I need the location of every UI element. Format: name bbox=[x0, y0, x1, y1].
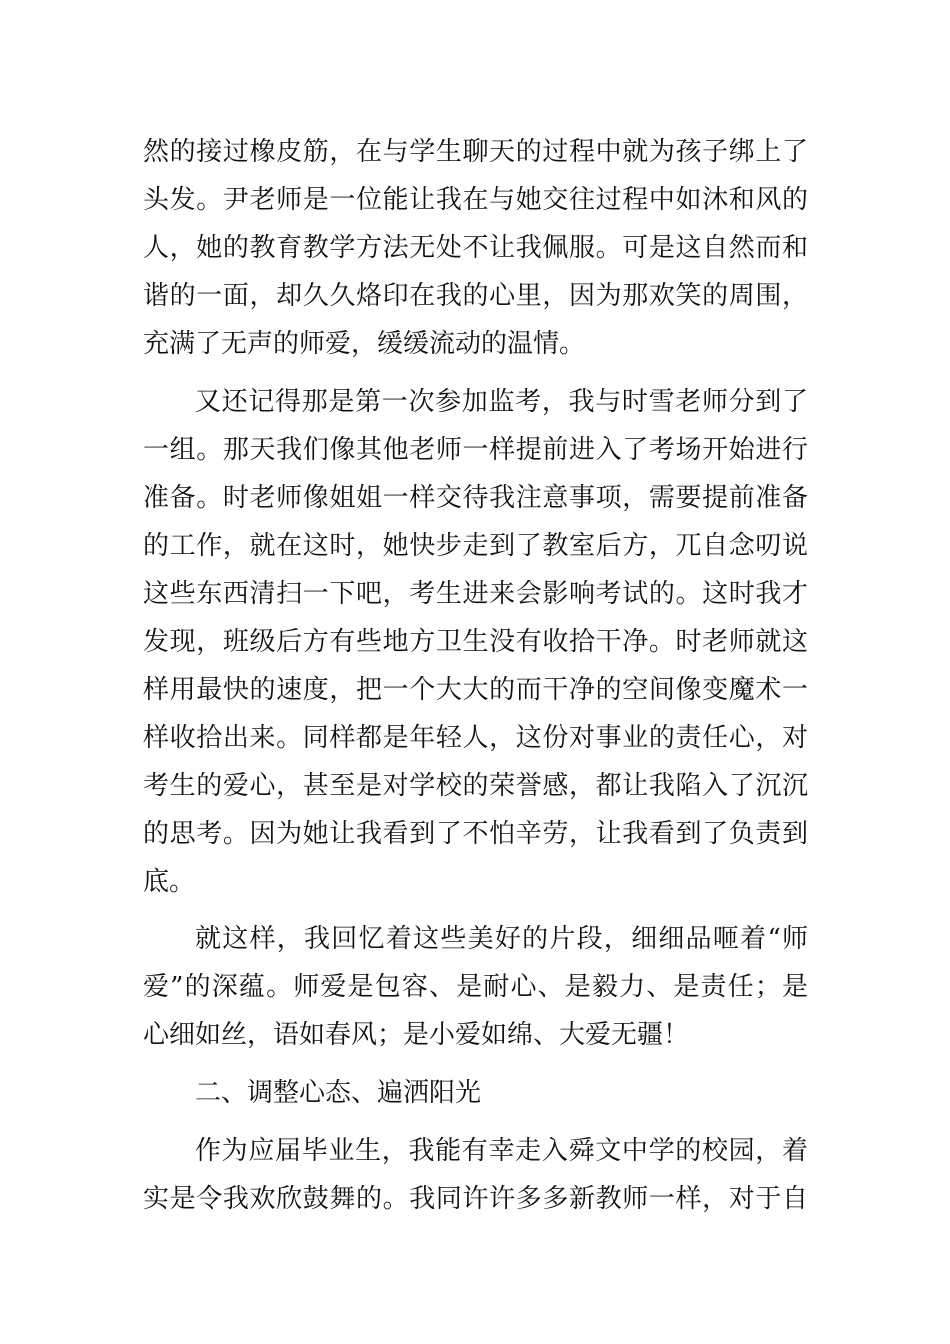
text-line: 这些东西清扫一下吧，考生进来会影响考试的。这时我才 bbox=[143, 578, 808, 609]
text-line: 作为应届毕业生，我能有幸走入舜文中学的校园，着 bbox=[195, 1135, 808, 1166]
section-heading-text: 二、调整心态、遍洒阳光 bbox=[195, 1078, 482, 1109]
text-line: 样收拾出来。同样都是年轻人，这份对事业的责任心，对 bbox=[143, 722, 808, 753]
text-line: 一组。那天我们像其他老师一样提前进入了考场开始进行 bbox=[143, 434, 808, 465]
section-heading bbox=[143, 1069, 808, 1117]
text-line: 的思考。因为她让我看到了不怕辛劳，让我看到了负责到 bbox=[143, 818, 808, 849]
text-line: 爱”的深蕴。师爱是包容、是耐心、是毅力、是责任；是 bbox=[143, 972, 808, 1003]
document-body bbox=[143, 128, 808, 1223]
paragraph-3 bbox=[143, 915, 808, 1059]
text-line: 考生的爱心，甚至是对学校的荣誉感，都让我陷入了沉沉 bbox=[143, 770, 808, 801]
paragraph-4 bbox=[143, 1127, 808, 1223]
text-line: 底。 bbox=[143, 866, 196, 897]
text-line: 然的接过橡皮筋，在与学生聊天的过程中就为孩子绑上了 bbox=[143, 137, 808, 167]
text-line: 准备。时老师像姐姐一样交待我注意事项，需要提前准备 bbox=[143, 482, 808, 513]
paragraph-1 bbox=[143, 128, 808, 368]
text-line: 就这样，我回忆着这些美好的片段，细细品咂着“师 bbox=[195, 924, 808, 955]
text-line: 样用最快的速度，把一个大大的而干净的空间像变魔术一 bbox=[143, 674, 808, 705]
paragraph-2 bbox=[143, 378, 808, 906]
text-line: 发现，班级后方有些地方卫生没有收拾干净。时老师就这 bbox=[143, 626, 808, 657]
text-line: 头发。尹老师是一位能让我在与她交往过程中如沐和风的 bbox=[143, 185, 808, 215]
text-line: 又还记得那是第一次参加监考，我与时雪老师分到了 bbox=[195, 386, 808, 417]
text-line: 实是令我欢欣鼓舞的。我同许许多多新教师一样，对于自 bbox=[143, 1183, 808, 1214]
text-line: 谐的一面，却久久烙印在我的心里，因为那欢笑的周围， bbox=[143, 281, 808, 311]
text-line: 的工作，就在这时，她快步走到了教室后方，兀自念叨说 bbox=[143, 530, 808, 561]
text-line: 人，她的教育教学方法无处不让我佩服。可是这自然而和 bbox=[143, 233, 808, 263]
text-line: 心细如丝，语如春风；是小爱如绵、大爱无疆！ bbox=[143, 1020, 690, 1051]
text-line: 充满了无声的师爱，缓缓流动的温情。 bbox=[143, 329, 586, 359]
